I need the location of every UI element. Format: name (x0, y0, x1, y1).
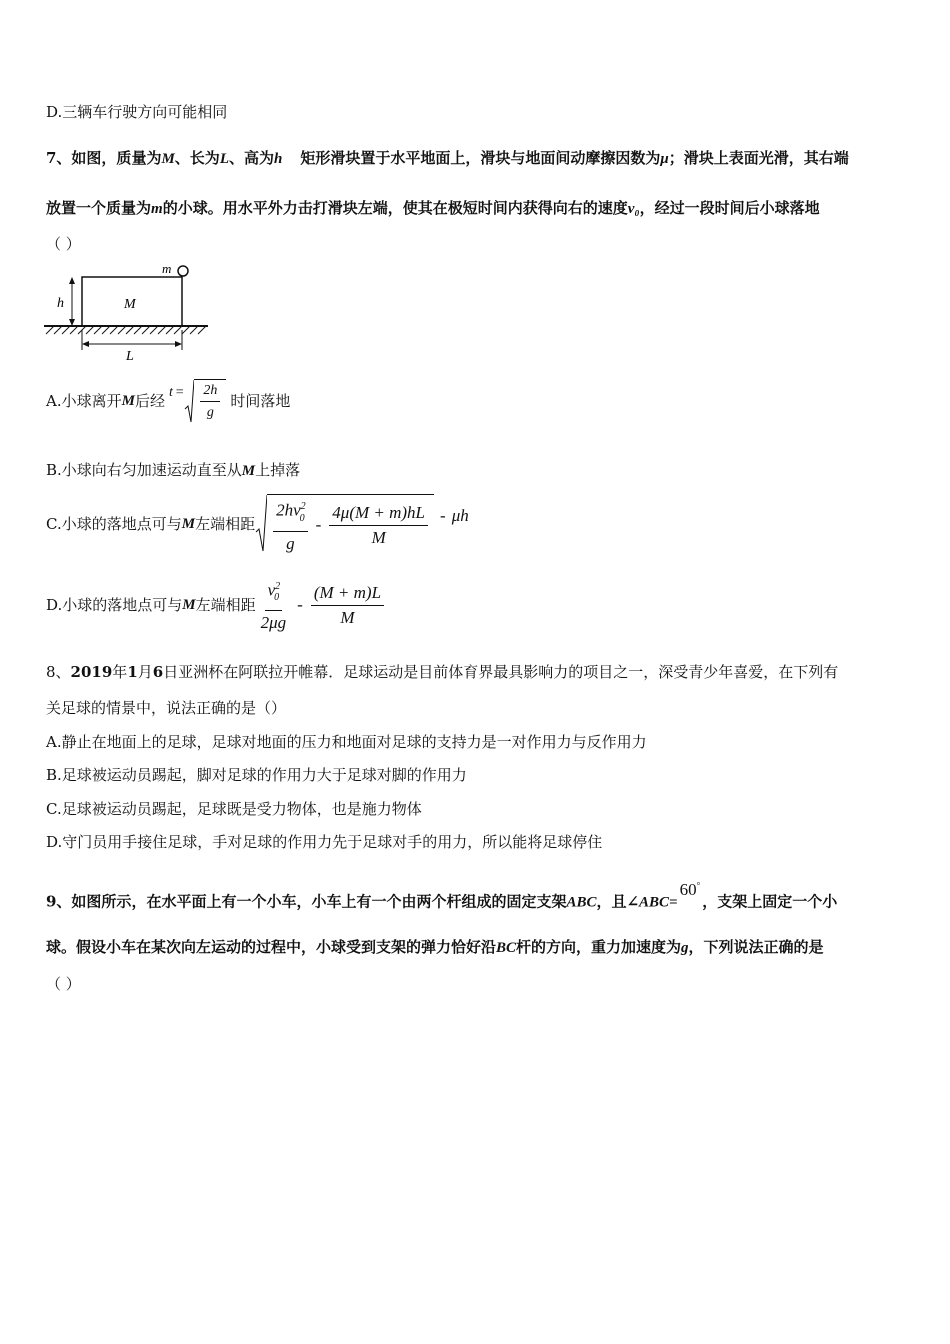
var-M: M (161, 151, 175, 167)
q7-option-a (46, 378, 290, 424)
day: 6 (152, 663, 164, 681)
q8-option-d: D.守门员用手接住足球，手对足球的作用力先于足球对手的用力，所以能将足球停住 (46, 833, 603, 851)
radical-sign (255, 494, 267, 552)
fraction-denominator: M (371, 527, 386, 547)
var-M: M (181, 516, 196, 532)
fraction-numerator: 2h (200, 382, 220, 402)
year: 2019 (70, 663, 113, 681)
month: 1 (127, 663, 138, 681)
label-h: h (57, 296, 64, 311)
minus-sign: - (297, 595, 303, 614)
sqrt-expression (255, 494, 434, 553)
option-text: 上掉落 (255, 461, 301, 479)
fraction-denominator: g (286, 533, 295, 553)
var-m: m (151, 201, 163, 217)
minus-sign: - (440, 506, 446, 525)
sqrt-expression (184, 379, 226, 423)
label-M: M (124, 297, 136, 312)
label-L: L (126, 349, 134, 364)
option-text: C.小球的落地点可与 (46, 515, 182, 533)
option-text: 后经 (134, 392, 165, 410)
fraction-numerator: 4μ(M + m)hL (329, 503, 428, 526)
fraction-numerator: $v^2_0$ (265, 577, 283, 611)
q7-stem-text: 7、如图，质量为 (46, 149, 162, 167)
q9-answer-blank: （ ） (46, 975, 81, 993)
fraction (311, 583, 384, 628)
label-m: m (162, 261, 172, 276)
option-text: 左端相距 (195, 596, 256, 614)
q7-figure (40, 258, 220, 368)
q7-stem-text: ，经过一段时间后小球落地 (639, 199, 820, 217)
q7-stem-text: 的小球。用水平外力击打滑块左端，使其在极短时间内获得向右的速度 (162, 199, 628, 217)
q7-answer-blank: （ ） (46, 235, 81, 253)
option-text: 左端相距 (195, 515, 256, 533)
var-t: t (168, 385, 173, 400)
q8-stem-line2: 关足球的情景中，说法正确的是（） (46, 699, 287, 717)
q7-option-b (46, 460, 300, 481)
option-text: D.小球的落地点可与 (46, 596, 183, 614)
fraction (200, 382, 220, 421)
term-mu-h: μh (451, 506, 469, 525)
q7-stem-text: ；滑块上表面光滑，其右端 (668, 149, 849, 167)
var-M: M (121, 393, 135, 409)
var-v0: v₀ (627, 201, 640, 217)
q9-stem-line1: 9、如图所示，在水平面上有一个小车，小车上有一个由两个杆组成的固定支架ABC，且∠ABC=60°，支架上固定一个小 (46, 879, 838, 911)
q8-stem-line1: 8、2019年1月6日亚洲杯在阿联拉开帷幕．足球运动是目前体育界最具影响力的项目之一，深受青少年喜爱，在下列有 (46, 663, 839, 681)
q8-option-b: B.足球被运动员踢起，脚对足球的作用力大于足球对脚的作用力 (46, 766, 467, 784)
var-M: M (182, 597, 196, 613)
q7-option-d (46, 578, 386, 632)
minus-sign: - (315, 515, 322, 535)
var-BC: BC (496, 940, 517, 956)
var-M: M (241, 463, 256, 479)
fraction (258, 577, 290, 633)
small-ball (178, 266, 188, 276)
q6-option-d: D.三辆车行驶方向可能相同 (46, 103, 228, 121)
fraction (273, 497, 308, 553)
q7-stem-text: 、高为 (228, 149, 274, 167)
q7-stem-line2 (46, 198, 820, 219)
var-mu: μ (660, 151, 669, 167)
q7-option-c (46, 494, 469, 554)
q8-option-c: C.足球被运动员踢起，足球既是受力物体，也是施力物体 (46, 800, 422, 818)
q7-stem-text: 、长为 (174, 149, 220, 167)
q7-stem-line1 (46, 148, 849, 169)
option-text: B.小球向右匀加速运动直至从 (46, 461, 242, 479)
option-text: A.小球离开 (46, 392, 122, 410)
q8-number: 8、 (46, 663, 71, 681)
angle-value: 60° (679, 879, 701, 899)
fraction-denominator: g (206, 405, 214, 420)
var-ABC: ABC (566, 894, 597, 911)
q7-stem-text: 放置一个质量为 (46, 199, 152, 217)
fraction-denominator: M (340, 607, 355, 627)
fraction-denominator: 2μg (260, 613, 287, 633)
equals-sign: = (174, 385, 185, 400)
var-ABC: ABC= (639, 894, 678, 911)
expression (256, 577, 386, 633)
option-text: 时间落地 (230, 392, 291, 410)
fraction-numerator: $2hv^2_0$ (273, 497, 308, 531)
q7-stem-text: 矩形滑块置于水平地面上，滑块与地面间动摩擦因数为 (300, 149, 661, 167)
var-g: g (681, 940, 689, 956)
var-h: h (274, 151, 283, 167)
fraction (329, 503, 428, 548)
q9-stem-line2: 球。假设小车在某次向左运动的过程中，小球受到支架的弹力恰好沿BC杆的方向，重力加速度为g，下列说法正确的是 (46, 938, 824, 956)
q8-option-a: A.静止在地面上的足球，足球对地面的压力和地面对足球的支持力是一对作用力与反作用力 (46, 733, 647, 751)
var-L: L (219, 151, 229, 167)
fraction-numerator: (M + m)L (311, 583, 384, 606)
radical-sign (184, 379, 194, 423)
